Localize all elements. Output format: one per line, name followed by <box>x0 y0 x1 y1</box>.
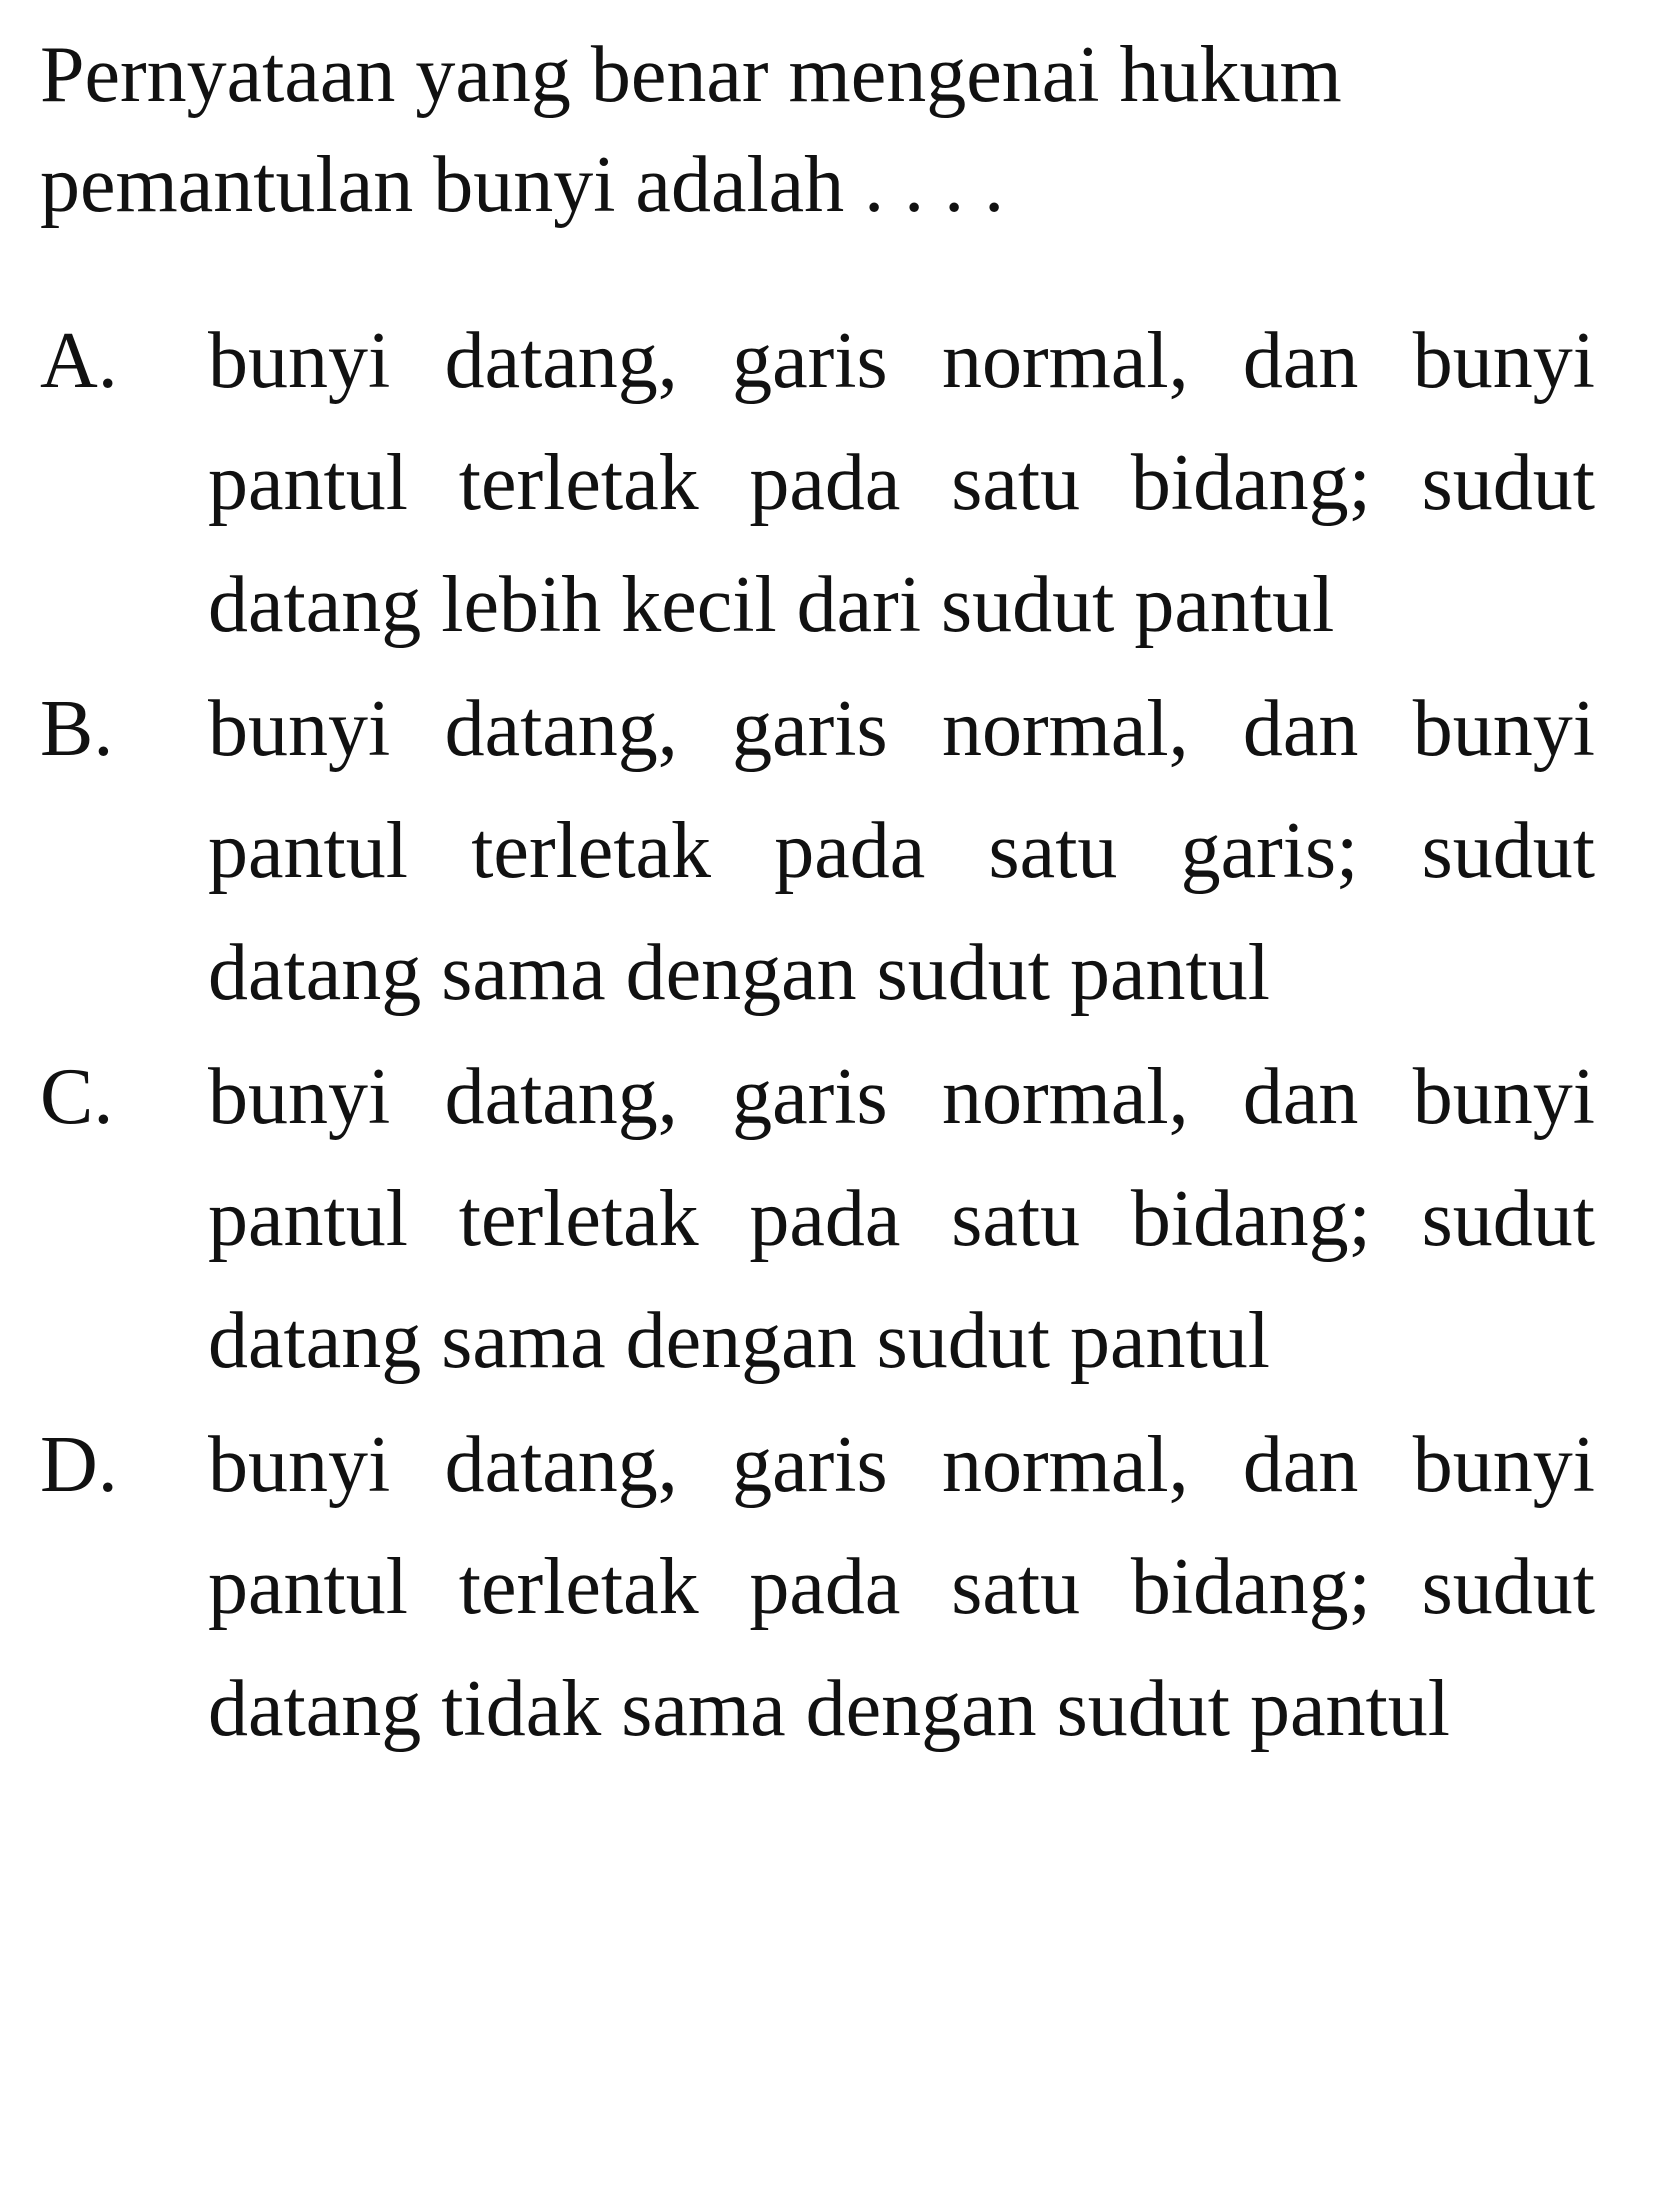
question-page <box>40 20 1595 1772</box>
option-a[interactable] <box>40 300 1595 666</box>
option-d[interactable] <box>40 1404 1595 1770</box>
option-letter: D. <box>40 1421 118 1509</box>
option-letter: A. <box>40 317 118 405</box>
option-letter: C. <box>40 1053 114 1141</box>
option-letter: B. <box>40 685 114 773</box>
option-text: bunyi datang, garis normal, dan bunyi pantul terletak pada satu garis; sudut datang sama dengan sudut pantul <box>208 685 1595 1017</box>
option-text: bunyi datang, garis normal, dan bunyi pantul terletak pada satu bidang; sudut datang sama dengan sudut pantul <box>208 1053 1595 1385</box>
option-text: bunyi datang, garis normal, dan bunyi pantul terletak pada satu bidang; sudut datang lebih kecil dari sudut pantul <box>208 317 1595 649</box>
option-text: bunyi datang, garis normal, dan bunyi pantul terletak pada satu bidang; sudut datang tidak sama dengan sudut pantul <box>208 1421 1595 1753</box>
option-c[interactable] <box>40 1036 1595 1402</box>
question-text: Pernyataan yang benar mengenai hukum pemantulan bunyi adalah . . . . <box>40 31 1342 229</box>
option-b[interactable] <box>40 668 1595 1034</box>
